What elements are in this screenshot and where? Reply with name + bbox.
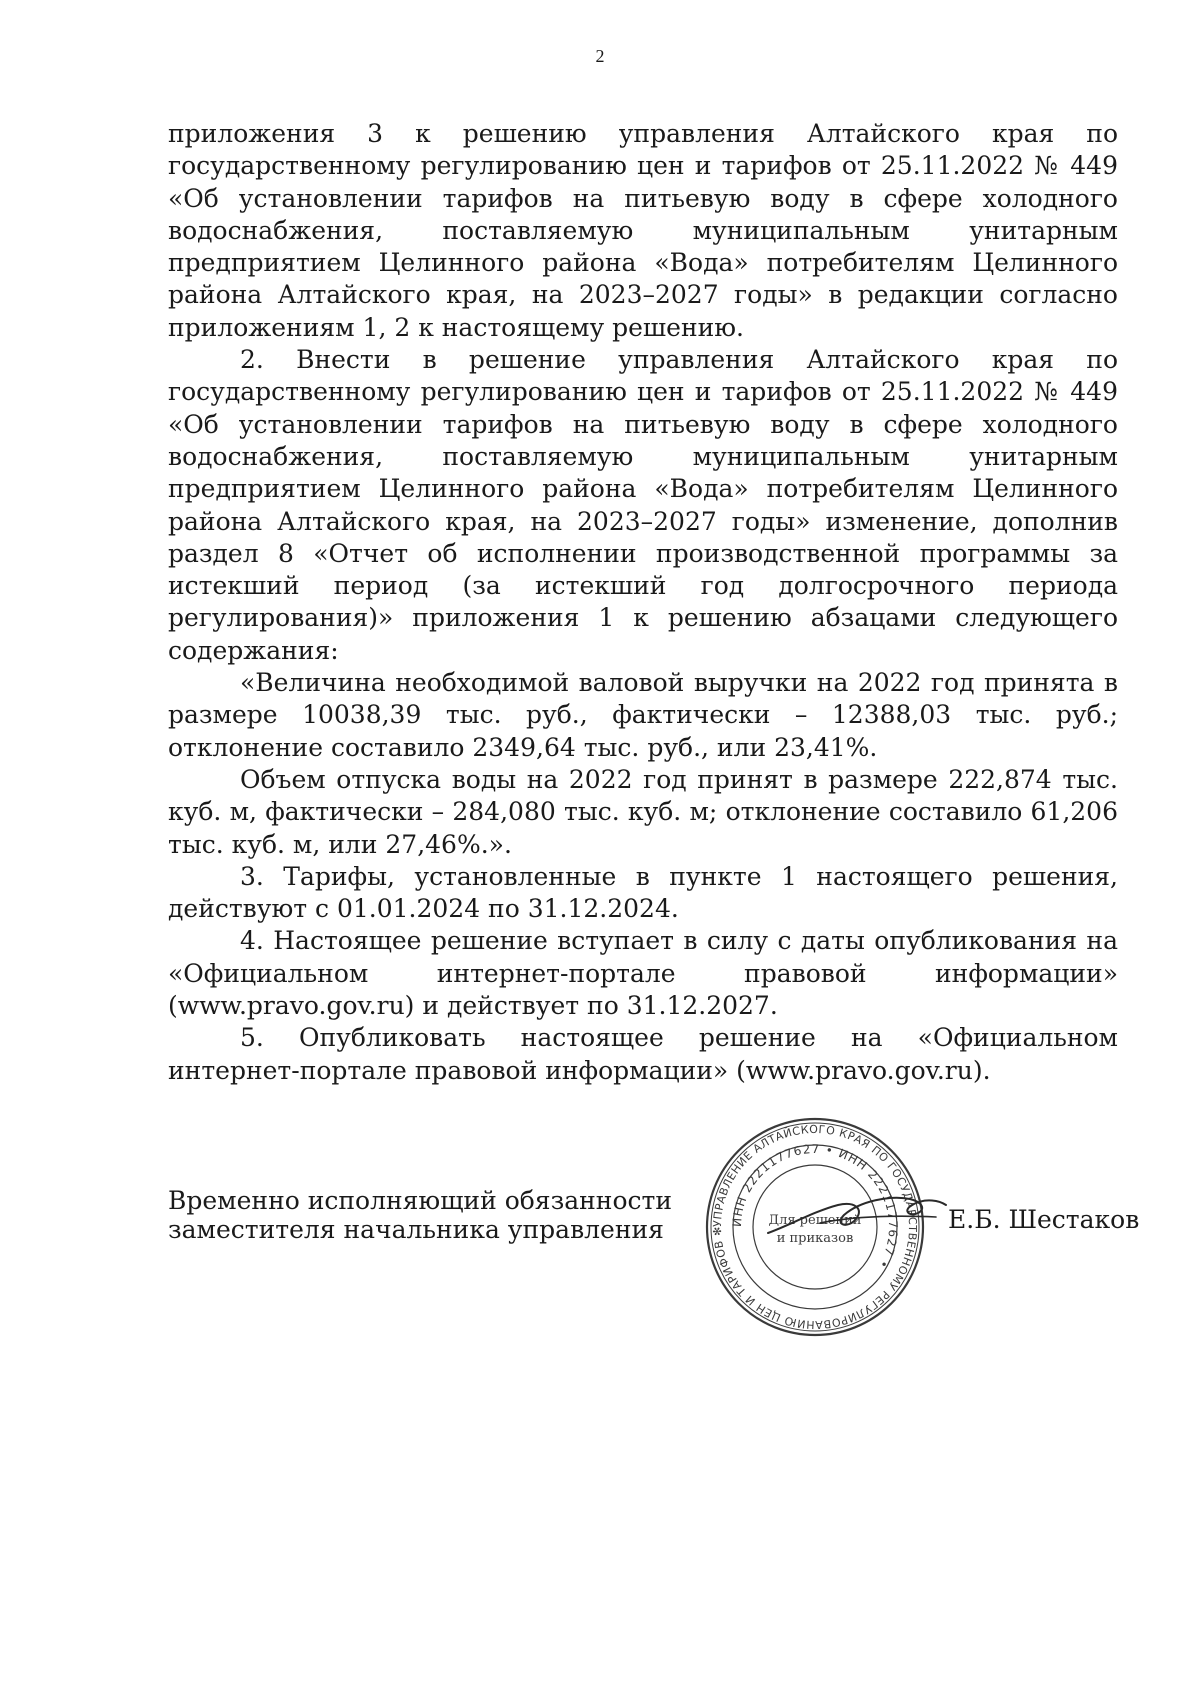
signer-title-line-1: Временно исполняющий обязанности	[168, 1186, 672, 1215]
document-body	[168, 118, 1118, 1087]
paragraph-item-2: 2. Внести в решение управления Алтайского края по государственному регулированию цен и тарифов от 25.11.2022 № 449 «Об установлении тарифов на питьевую воду в сфере холодного водоснабжения, поставляемую муниципальным унитарным предприятием Целинного района «Вода» потребителям Целинного района Алтайского края, на 2023–2027 годы» изменение, дополнив раздел 8 «Отчет об исполнении производственной программы за истекший период (за истекший год долгосрочного периода регулирования)» приложения 1 к решению абзацами следующего содержания:	[168, 345, 1118, 665]
signer-name: Е.Б. Шестаков	[948, 1205, 1140, 1234]
handwritten-signature	[760, 1175, 950, 1255]
signer-title-line-2: заместителя начальника управления	[168, 1215, 664, 1244]
paragraph-item-3: 3. Тарифы, установленные в пункте 1 настоящего решения, действуют с 01.01.2024 по 31.12.2024.	[168, 861, 1118, 924]
paragraph-quote-revenue: «Величина необходимой валовой выручки на 2022 год принята в размере 10038,39 тыс. руб., фактически – 12388,03 тыс. руб.; отклонение составило 2349,64 тыс. руб., или 23,41%.	[168, 668, 1118, 762]
paragraph-item-5: 5. Опубликовать настоящее решение на «Официальном интернет-портале правовой информации» (www.pravo.gov.ru).	[168, 1023, 1118, 1085]
paragraph-quote-volume: Объем отпуска воды на 2022 год принят в размере 222,874 тыс. куб. м, фактически – 284,080 тыс. куб. м; отклонение составило 61,206 тыс. куб. м, или 27,46%.».	[168, 764, 1118, 859]
paragraph-1-continuation: приложения 3 к решению управления Алтайского края по государственному регулированию цен и тарифов от 25.11.2022 № 449 «Об установлении тарифов на питьевую воду в сфере холодного водоснабжения, поставляемую муниципальным унитарным предприятием Целинного района «Вода» потребителям Целинного района Алтайского края, на 2023–2027 годы» в редакции согласно приложениям 1, 2 к настоящему решению.	[168, 119, 1118, 342]
seal-center-line-1: Для решений	[768, 1213, 862, 1228]
seal-center-line-2: и приказов	[776, 1231, 854, 1246]
signature-block	[168, 1186, 1140, 1276]
signer-title	[168, 1186, 672, 1244]
seal-inn-text: ИНН 2221177627 • ИНН 2221177627 •	[729, 1141, 901, 1272]
seal-outer-text: УПРАВЛЕНИЕ АЛТАЙСКОГО КРАЯ ПО ГОСУДАРСТВЕННОМУ РЕГУЛИРОВАНИЮ ЦЕН И ТАРИФОВ ✻	[710, 1122, 920, 1332]
paragraph-item-4: 4. Настоящее решение вступает в силу с даты опубликования на «Официальном интернет-портале правовой информации» (www.pravo.gov.ru) и действует по 31.12.2027.	[168, 926, 1118, 1021]
page-number: 2	[595, 46, 605, 66]
